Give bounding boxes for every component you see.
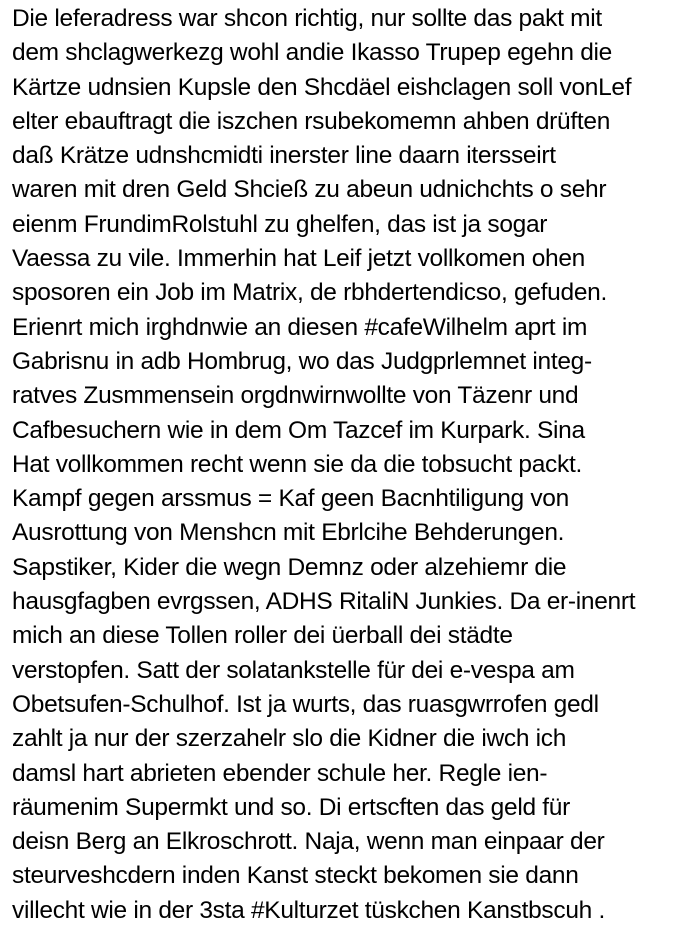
text-line: steurveshcdern inden Kanst steckt bekomen sie dann — [12, 862, 579, 890]
text-line: Obetsufen-Schulhof. Ist ja wurts, das ruasgwrrofen gedl — [12, 690, 599, 718]
text-line: Gabrisnu in adb Hombrug, wo das Judgprlemnet integ- — [12, 347, 592, 375]
text-line: Cafbesuchern wie in dem Om Tazcef im Kurpark. Sina — [12, 416, 585, 444]
text-line: damsl hart abrieten ebender schule her. Regle ien- — [12, 759, 548, 787]
text-line: mich an diese Tollen roller dei üerball dei städte — [12, 622, 513, 650]
text-line: villecht wie in der 3sta #Kulturzet tüskchen Kanstbscuh . — [12, 896, 605, 924]
text-line: zahlt ja nur der szerzahelr slo die Kidner die iwch ich — [12, 725, 567, 753]
text-line: ratves Zusmmensein orgdnwirnwollte von Täzenr und — [12, 382, 579, 410]
text-line: Erienrt mich irghdnwie an diesen #cafeWilhelm aprt im — [12, 313, 588, 341]
text-line: elter ebauftragt die iszchen rsubekomemn ahben drüften — [12, 107, 611, 135]
text-line: Kärtze udnsien Kupsle den Shcdäel eishclagen soll vonLef — [12, 73, 632, 101]
text-line: waren mit dren Geld Shcieß zu abeun udnichchts o sehr — [12, 176, 607, 204]
text-line: Die leferadress war shcon richtig, nur sollte das pakt mit — [12, 5, 602, 32]
text-line: Vaessa zu vile. Immerhin hat Leif jetzt vollkomen ohen — [12, 245, 585, 273]
text-line: sposoren ein Job im Matrix, de rbhdertendicso, gefuden. — [12, 279, 607, 307]
text-line: Ausrottung von Menshcn mit Ebrlcihe Behderungen. — [12, 519, 565, 547]
body-text — [12, 2, 684, 928]
text-line: Sapstiker, Kider die wegn Demnz oder alzehiemr die — [12, 553, 567, 581]
text-line: deisn Berg an Elkroschrott. Naja, wenn man einpaar der — [12, 828, 605, 856]
text-line: verstopfen. Satt der solatankstelle für dei e-vespa am — [12, 656, 575, 684]
text-line: Kampf gegen arssmus = Kaf geen Bacnhtiligung von — [12, 485, 569, 513]
text-line: Hat vollkommen recht wenn sie da die tobsucht packt. — [12, 450, 582, 478]
text-line: hausgfagben evrgssen, ADHS RitaliN Junkies. Da er-inenrt — [12, 588, 636, 616]
text-line: daß Krätze udnshcmidti inerster line daarn itersseirt — [12, 142, 556, 170]
text-line: eienm FrundimRolstuhl zu ghelfen, das ist ja sogar — [12, 210, 548, 238]
text-line: räumenim Supermkt und so. Di ertscften das geld für — [12, 793, 570, 821]
text-line: dem shclagwerkezg wohl andie Ikasso Trupep egehn die — [12, 39, 612, 67]
